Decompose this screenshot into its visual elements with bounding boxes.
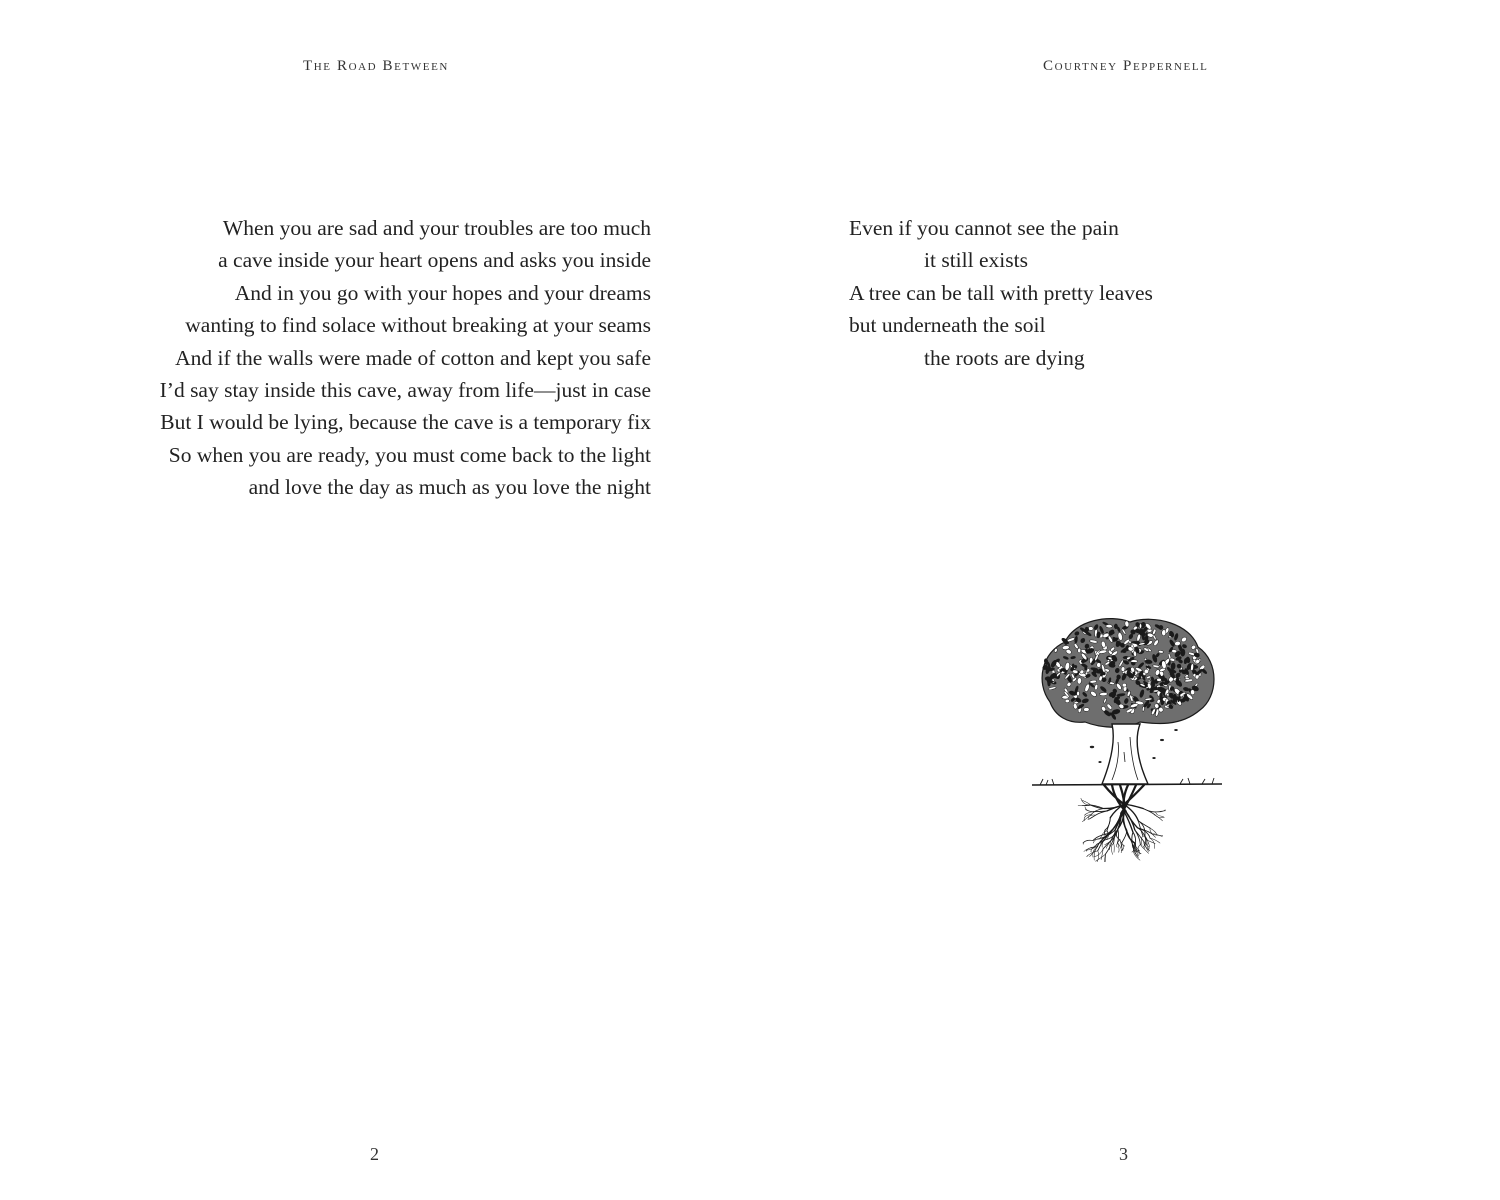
poem-line: So when you are ready, you must come back to the light: [168, 442, 651, 467]
poem-line: I’d say stay inside this cave, away from life—just in case: [159, 378, 651, 403]
poem-line: Even if you cannot see the pain: [849, 216, 1119, 240]
tree-with-roots-illustration: [1030, 612, 1225, 862]
poem-line: And in you go with your hopes and your dreams: [234, 280, 651, 305]
tree-trunk: [1102, 724, 1148, 784]
running-head-book-title: The Road Between: [303, 58, 449, 74]
poem-line: When you are sad and your troubles are too much: [222, 216, 651, 240]
poem-line: a cave inside your heart opens and asks you inside: [218, 248, 651, 273]
poem-line: wanting to find solace without breaking at your seams: [185, 313, 651, 338]
tree-canopy: [1042, 619, 1214, 728]
poem-line: and love the day as much as you love the night: [248, 475, 651, 500]
right-page: [750, 0, 1500, 1200]
poem-line: A tree can be tall with pretty leaves: [849, 280, 1153, 305]
page-number-right: 3: [1119, 1144, 1128, 1164]
tree-roots: [1078, 785, 1166, 862]
poem-line: but underneath the soil: [849, 313, 1046, 338]
poem-line: But I would be lying, because the cave is a temporary fix: [160, 410, 651, 435]
poem-left: [160, 212, 651, 504]
poem-line-indented: the roots are dying: [924, 345, 1085, 370]
poem-right: [849, 212, 1153, 374]
running-head-author: Courtney Peppernell: [1043, 58, 1209, 74]
page-number-left: 2: [370, 1144, 379, 1164]
poem-line-indented: it still exists: [924, 248, 1028, 273]
poem-line: And if the walls were made of cotton and kept you safe: [175, 345, 651, 370]
